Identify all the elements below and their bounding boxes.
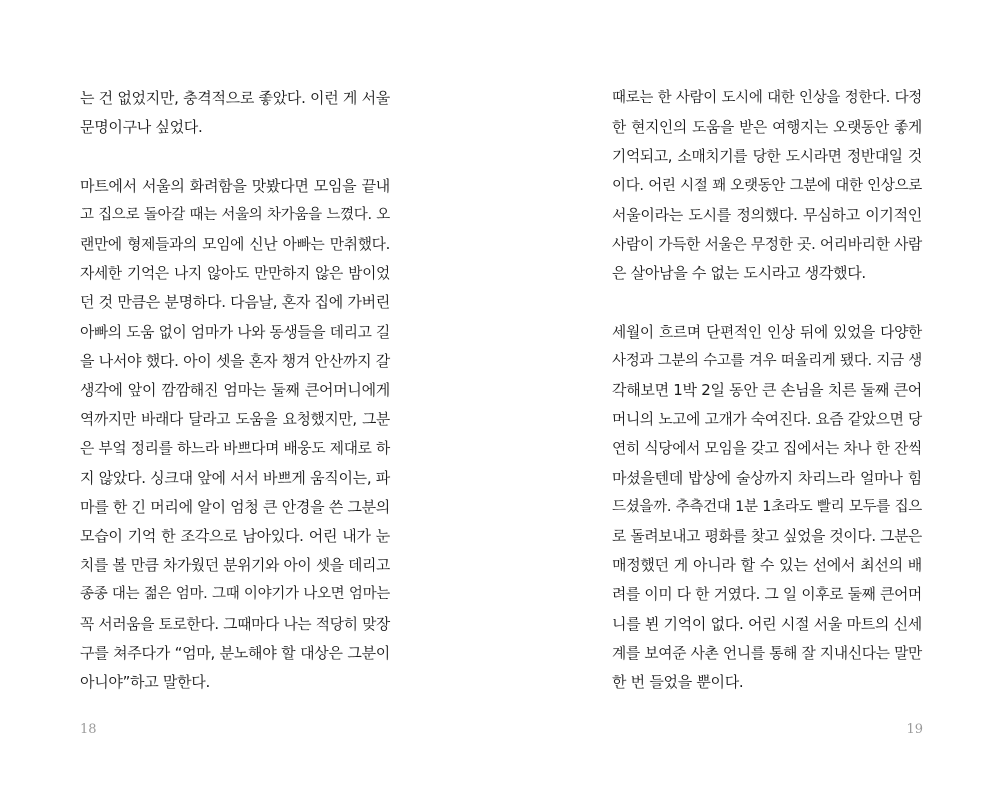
text-line: 은 살아남을 수 없는 도시라고 생각했다.	[612, 264, 866, 283]
text-line: 연히 식당에서 모임을 갖고 집에서는 차나 한 잔씩	[612, 440, 922, 458]
text-line: 랜만에 형제들과의 모임에 신난 아빠는 만취했다.	[80, 236, 390, 253]
text-line: 모습이 기억 한 조각으로 남아있다. 어린 내가 눈	[80, 527, 390, 546]
text-line: 이다. 어린 시절 꽤 오랫동안 그분에 대한 인상으로	[612, 177, 922, 194]
text-line: 역까지만 바래다 달라고 도움을 요청했지만, 그분	[80, 411, 390, 429]
text-line: 고 집으로 돌아갈 때는 서울의 차가움을 느꼈다. 오	[80, 206, 390, 223]
text-line: 니를 뵌 기억이 없다. 어린 시절 서울 마트의 신세	[612, 614, 922, 633]
page-number-left: 18	[80, 722, 97, 737]
text-line: 한 현지인의 도움을 받은 여행지는 오랫동안 좋게	[612, 119, 922, 137]
text-line: 치를 볼 만큼 차가웠던 분위기와 아이 셋을 데리고	[80, 557, 390, 575]
text-line: 세월이 흐르며 단편적인 인상 뒤에 있었을 다양한	[612, 323, 922, 341]
text-line: 서울이라는 도시를 정의했다. 무심하고 이기적인	[612, 205, 922, 224]
text-line: 구를 쳐주다가 “엄마, 분노해야 할 대상은 그분이	[80, 643, 390, 662]
paragraph	[612, 318, 922, 698]
text-line: 아빠의 도움 없이 엄마가 나와 동생들을 데리고 길	[80, 323, 390, 341]
text-line: 아니야”하고 말한다.	[80, 673, 210, 692]
text-line: 마를 한 긴 머리에 알이 엄청 큰 안경을 쓴 그분의	[80, 497, 390, 516]
text-line: 려를 이미 다 한 거였다. 그 일 이후로 둘째 큰어머	[612, 586, 922, 604]
text-line: 은 부엌 정리를 하느라 바쁘다며 배웅도 제대로 하	[80, 440, 390, 458]
text-line: 을 나서야 했다. 아이 셋을 혼자 챙겨 안산까지 갈	[80, 351, 390, 370]
text-line: 로 돌려보내고 평화를 찾고 싶었을 것이다. 그분은	[612, 528, 922, 546]
text-line: 꼭 서러움을 토로한다. 그때마다 나는 적당히 맞장	[80, 615, 390, 633]
text-line: 사람이 가득한 서울은 무정한 곳. 어리바리한 사람	[612, 236, 922, 254]
text-line: 드셨을까. 추측건대 1분 1초라도 빨리 모두를 집으	[612, 498, 922, 515]
text-line: 종종 대는 젊은 엄마. 그때 이야기가 나오면 엄마는	[80, 586, 390, 603]
text-line: 때로는 한 사람이 도시에 대한 인상을 정한다. 다정	[612, 90, 922, 106]
text-line: 던 것 만큼은 분명하다. 다음날, 혼자 집에 가버린	[80, 293, 390, 312]
text-line: 자세한 기억은 나지 않아도 만만하지 않은 밤이었	[80, 265, 390, 283]
text-line: 생각에 앞이 깜깜해진 엄마는 둘째 큰어머니에게	[80, 381, 390, 400]
text-line: 마트에서 서울의 화려함을 맛봤다면 모임을 끝내	[80, 176, 390, 195]
text-line: 지 않았다. 싱크대 앞에 서서 바쁘게 움직이는, 파	[80, 468, 390, 487]
text-line: 사정과 그분의 수고를 겨우 떠올리게 됐다. 지금 생	[612, 352, 922, 369]
text-line: 문명이구나 싶었다.	[80, 118, 203, 137]
text-line: 매정했던 게 아니라 할 수 있는 선에서 최선의 배	[612, 556, 922, 575]
text-line: 마셨을텐데 밥상에 술상까지 차리느라 얼마나 힘	[612, 468, 922, 487]
paragraph	[612, 84, 922, 288]
text-line: 머니의 노고에 고개가 숙여진다. 요즘 같았으면 당	[612, 411, 922, 429]
paragraph	[80, 84, 390, 142]
text-line: 계를 보여준 사촌 언니를 통해 잘 지내신다는 말만	[612, 644, 922, 662]
right-page-body	[612, 84, 922, 697]
text-line: 각해보면 1박 2일 동안 큰 손님을 치른 둘째 큰어	[612, 381, 922, 400]
paragraph	[80, 172, 390, 698]
text-line: 기억되고, 소매치기를 당한 도시라면 정반대일 것	[612, 148, 922, 166]
text-line: 는 건 없었지만, 충격적으로 좋았다. 이런 게 서울	[80, 89, 390, 107]
text-line: 한 번 들었을 뿐이다.	[612, 673, 744, 692]
page-number-right: 19	[906, 722, 923, 737]
left-page-body	[80, 84, 390, 697]
